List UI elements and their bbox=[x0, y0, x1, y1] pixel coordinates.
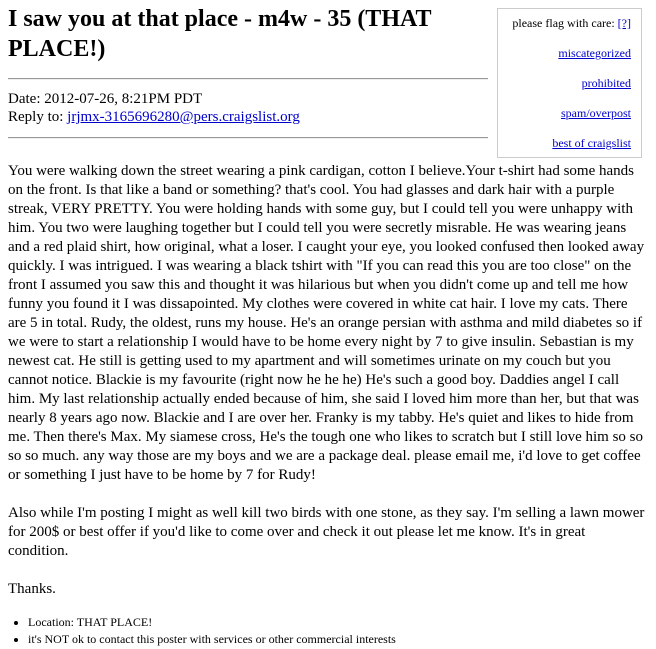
posting-reply bbox=[8, 108, 300, 126]
reply-label: Reply to: bbox=[8, 109, 68, 125]
flag-heading-label: please flag with care: bbox=[512, 16, 618, 30]
flag-spam-link[interactable]: spam/overpost bbox=[561, 106, 631, 120]
best-of-craigslist-link[interactable]: best of craigslist bbox=[552, 136, 631, 150]
meta-divider bbox=[8, 137, 488, 139]
title-divider bbox=[8, 78, 488, 80]
reply-email-link[interactable]: jrjmx-3165696280@pers.craigslist.org bbox=[67, 109, 300, 125]
flag-prohibited-link[interactable]: prohibited bbox=[581, 76, 631, 90]
flag-help-link[interactable]: [?] bbox=[617, 16, 631, 30]
posting-date bbox=[8, 90, 300, 108]
posting-details-list bbox=[8, 614, 396, 648]
location-item: • Location: THAT PLACE! bbox=[28, 614, 396, 631]
posting-meta bbox=[8, 90, 300, 126]
date-value: 2012-07-26, 8:21PM PDT bbox=[44, 91, 203, 107]
flag-box bbox=[497, 8, 642, 158]
posting-title: I saw you at that place - m4w - 35 (THAT PLACE!) bbox=[8, 6, 432, 62]
flag-miscategorized-link[interactable]: miscategorized bbox=[558, 46, 631, 60]
posting-body bbox=[8, 162, 648, 618]
no-commercial-contact-item: • it's NOT ok to contact this poster with services or other commercial interests bbox=[28, 631, 396, 648]
body-paragraph-1: You were walking down the street wearing a pink cardigan, cotton I believe.Your t-shirt had some hands on the front. Is that like a band or something? that's cool. You had glasses and dark hair with a purple streak, VERY PRETTY. You were holding hands with some guy, but I could tell you were unhappy with him. You two were laughing together but I could tell you were secretly misrable. He was wearing jeans and a red plaid shirt, how original, what a loser. I caught your eye, you looked confused then looked away quickly. I was intrigued. I was wearing a black tshirt with "If you can read this you are too close" on the front I assumed you saw this and thought it was hilarious but when you didn't come up and tell me how funny you found it I was dissapointed. My clothes were covered in white cat hair. I love my cats. There are 5 in total. Rudy, the oldest, runs my house. He's an orange persian with asthma and mild diabetes so if we were to start a relationship I would have to be home every night by 7 to give insulin. Sebastian is my newest cat. He still is getting used to my apartment and will sometimes urinate on my couch but you cannot notice. Blackie is my favourite (right now he he he) He's such a good boy. Daddies angel I call him. My last relationship actually ended because of him, she said I loved him more than her, but that was nearly 8 years ago now. Blackie and I are over her. Franky is my tabby. He's quiet and likes to hide from me. Then there's Max. My siamese cross, He's the tough one who likes to scratch but I still love him so so so so much. any way those are my boys and we are a package deal. please email me, i'd love to get coffee or something I just have to be home by 7 for Rudy! bbox=[8, 163, 645, 483]
body-paragraph-2: Also while I'm posting I might as well kill two birds with one stone, as they say. I'm selling a lawn mower for 200$ or best offer if you'd like to come over and check it out please let me know. It's in great condition. bbox=[8, 505, 645, 559]
flag-heading bbox=[498, 15, 631, 31]
body-paragraph-3: Thanks. bbox=[8, 581, 56, 597]
date-label: Date: bbox=[8, 91, 45, 107]
